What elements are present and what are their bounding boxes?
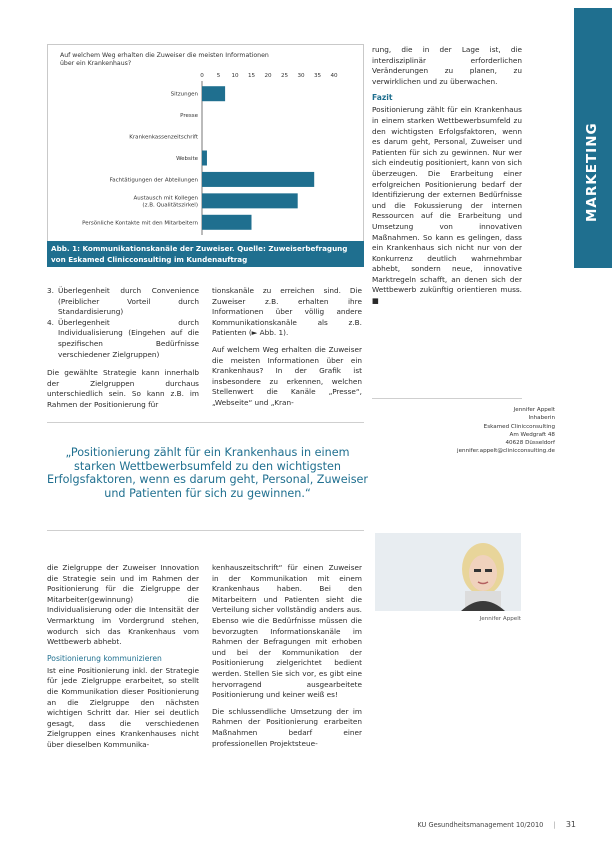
paragraph: tionskanäle zu erreichen sind. Die Zuweiser z.B. erhalten ihre Informationen über völlig andere Kommunikationskanäle als z.B. Patienten (► Abb. 1). — [212, 286, 362, 338]
paragraph: Die gewählte Strategie kann innerhalb der Zielgruppen durchaus unterschiedlich sein. So kann z.B. im Rahmen der Positionierung für — [47, 368, 199, 409]
column-1-bottom — [47, 563, 199, 757]
author-name: Jennifer Appelt — [513, 407, 555, 413]
paragraph: Positionierung zählt für ein Krankenhaus in einem starken Wettbewerbsumfeld zu den wichtigsten Erfolgsfaktoren, wenn es darum geht, Personal, Zuweiser und Patienten für sich zu gewinnen. Nur wer sich eindeutig positioniert, kann von sich überzeugen. Die Erarbeitung einer erfolgreichen Positionierung bedarf der Identifizierung der externen Bedürfnisse und die Fokussierung der internen Ressourcen auf die Erarbeitung und Umsetzung von innovativen Maßnahmen. So kann es gelingen, dass ein Krankenhaus sich nicht nur von der Konkurrenz deutlich wahrnehmbar abhebt, sondern neue, innovative Marktregeln schafft, an denen sich der Wettbewerb zukünftig orientieren muss. ■ — [372, 105, 522, 306]
paragraph: kenhauszeitschrift“ für einen Zuweiser in der Kommunikation mit einem Krankenhaus haben. Bei den Mitarbeitern und Patienten sieht die Verteilung sicher vollständig anders aus. Ebenso wie die Bedürfnisse müssen die bevorzugten Informationskanäle im Rahmen der Befragungen mit erhoben und bei der Kommunikation der Positionierung zielgerichtet bedient werden. Stellen Sie sich vor, es gibt eine hervorragend ausgearbeitete Positionierung und keiner weiß es! — [212, 563, 362, 700]
x-tick-label: 35 — [313, 73, 322, 79]
x-tick-label: 25 — [280, 73, 289, 79]
figure-caption: Abb. 1: Kommunikationskanäle der Zuweiser. Quelle: Zuweiserbefragung von Eskamed Clinicconsulting im Kundenauftrag — [47, 241, 364, 267]
x-tick-label: 40 — [330, 73, 338, 79]
x-tick-label: 30 — [297, 73, 305, 79]
section-heading: Positionierung kommunizieren — [47, 653, 162, 663]
photo-caption: Jennifer Appelt — [479, 616, 521, 622]
paragraph: Die schlussendliche Umsetzung der im Rahmen der Positionierung erarbeiten Maßnahmen bedarf einer professionellen Projektsteue- — [212, 706, 362, 748]
author-role: Inhaberin — [528, 415, 555, 422]
column-3-top — [372, 45, 522, 313]
author-company: Eskamed Clinicconsulting — [483, 423, 555, 430]
list-item: 4. Überlegenheit durch Individualisierung (Eingehen auf die spezifischen Bedürfnisse verschiedener Zielgruppen) — [47, 317, 199, 359]
category-label: Website — [176, 156, 198, 162]
chart-title: Auf welchem Weg erhalten die Zuweiser die meisten Informationen — [60, 52, 269, 59]
page-footer — [400, 820, 576, 829]
category-label: (z.B. Qualitätszirkel) — [142, 202, 198, 209]
category-label: Krankenkassenzeitschrift — [129, 134, 198, 141]
bar — [202, 151, 207, 166]
divider — [372, 398, 522, 399]
list-item: 3. Überlegenheit durch Convenience (Preiblicher Vorteil durch Standardisierung) — [47, 286, 199, 317]
section-tab-label: MARKETING — [584, 122, 600, 222]
bar — [202, 172, 314, 187]
author-info — [420, 406, 555, 456]
divider — [47, 422, 364, 423]
category-label: Persönliche Kontakte mit den Mitarbeitern — [82, 220, 198, 227]
pull-quote: „Positionierung zählt für ein Krankenhaus in einem starken Wettbewerbsumfeld zu den wichtigsten Erfolgsfaktoren, wenn es darum geht, Personal, Zuweiser und Patienten für sich zu gewinnen.“ — [46, 446, 369, 500]
section-heading: Fazit — [372, 93, 393, 103]
divider — [47, 530, 364, 531]
paragraph: Ist eine Positionierung inkl. der Strategie für jede Zielgruppe erarbeitet, so stellt die Kommunikation dieser Positionierung an die Zielgruppe den nächsten wichtigen Schritt dar. Hier sei deutlich gesagt, dass die verschiedenen Zielgruppen eines Krankenhauses nicht über dieselben Kommunika- — [47, 665, 199, 749]
bar — [202, 193, 298, 208]
page-number: 31 — [565, 820, 576, 829]
bar — [202, 86, 225, 101]
category-label: Sitzungen — [170, 91, 198, 98]
strategy-list — [47, 286, 199, 360]
footer-separator: | — [553, 821, 556, 829]
category-label: Presse — [180, 113, 198, 120]
x-tick-label: 0 — [200, 73, 204, 79]
author-photo — [375, 533, 521, 611]
column-2-bottom — [212, 563, 362, 755]
paragraph: die Zielgruppe der Zuweiser Innovation die Strategie sein und im Rahmen der Positionierung für die Zielgruppe der Mitarbeiter(gewinnung) die Individualisierung oder die Intensität der Vermarktung im Vordergrund stehen, wodurch sich das Krankenhaus vom Wettbewerb abhebt. — [47, 563, 199, 647]
author-city: 40628 Düsseldorf — [505, 440, 555, 447]
author-street: Am Wedgraft 48 — [509, 431, 555, 438]
chart-title: über ein Krankenhaus? — [60, 60, 132, 67]
x-tick-label: 10 — [231, 73, 239, 79]
x-tick-label: 20 — [264, 73, 272, 79]
category-label: Fachtätigungen der Abteilungen — [109, 177, 198, 184]
chart-figure — [47, 44, 364, 243]
section-tab — [574, 8, 612, 268]
bar-chart — [48, 45, 363, 242]
x-tick-label: 5 — [216, 73, 221, 79]
paragraph: rung, die in der Lage ist, die interdisziplinär erforderlichen Veränderungen zu planen, zu verwirklichen und zu überwachen. — [372, 45, 522, 86]
author-email: jennifer.appelt@clinicconsulting.de — [457, 448, 555, 455]
x-tick-label: 15 — [247, 73, 256, 79]
paragraph: Auf welchem Weg erhalten die Zuweiser die meisten Informationen über ein Krankenhaus? In der Grafik ist insbesondere zu erkennen, welchen Stellenwert die Kanäle „Presse“, „Webseite“ und „Kran- — [212, 344, 362, 407]
journal-name: KU Gesundheitsmanagement 10/2010 — [417, 821, 544, 829]
column-1-top — [47, 286, 199, 417]
category-label: Austausch mit Kollegen — [133, 195, 198, 202]
column-2-top — [212, 286, 362, 415]
bar — [202, 215, 252, 230]
